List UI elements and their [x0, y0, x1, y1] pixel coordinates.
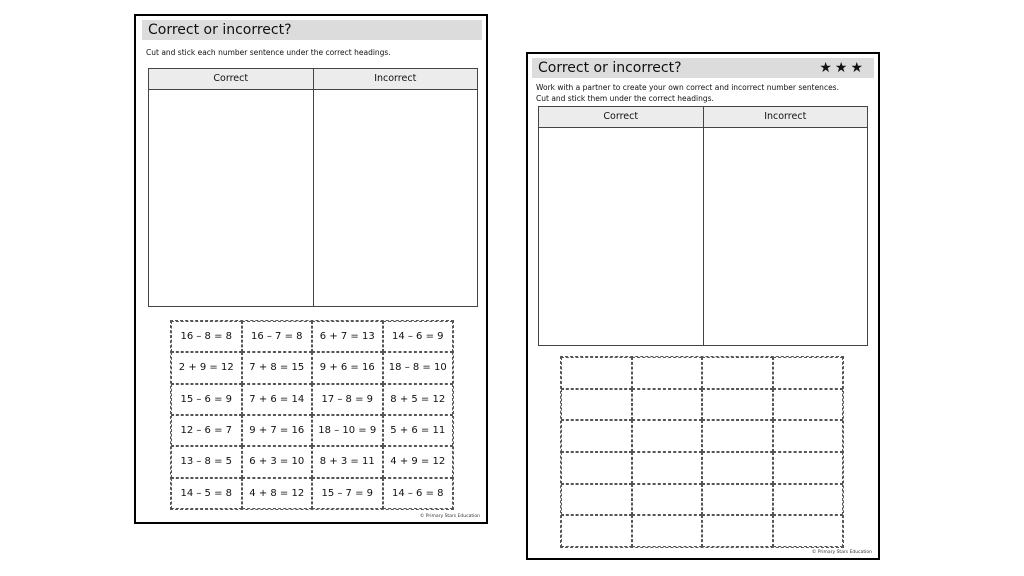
- incorrect-column: [313, 69, 478, 306]
- blank-card: [561, 420, 632, 452]
- instruction-line: Cut and stick them under the correct headings.: [536, 94, 714, 103]
- blank-card: [773, 389, 844, 421]
- blank-card-grid: [560, 356, 844, 548]
- worksheet-title: [532, 58, 874, 78]
- worksheet-title: Correct or incorrect?: [142, 20, 482, 40]
- copyright-footer: © Primary Stars Education: [419, 514, 480, 519]
- blank-card: [561, 452, 632, 484]
- worksheet-instructions: [536, 82, 839, 104]
- number-sentence-card: 18 – 8 = 10: [383, 352, 454, 383]
- blank-card: [702, 484, 773, 516]
- number-sentence-card: 14 – 6 = 8: [383, 478, 454, 509]
- number-sentence-card: 18 – 10 = 9: [312, 415, 383, 446]
- blank-card: [561, 484, 632, 516]
- blank-card: [632, 357, 703, 389]
- blank-card: [561, 389, 632, 421]
- number-sentence-card: 16 – 7 = 8: [242, 321, 313, 352]
- correct-area: [539, 128, 703, 345]
- incorrect-column: [703, 107, 868, 345]
- blank-card: [773, 452, 844, 484]
- star-rating-icon: ★★★: [819, 60, 866, 76]
- worksheet-title-text: Correct or incorrect?: [538, 60, 682, 76]
- correct-column: [539, 107, 703, 345]
- number-sentence-card: 9 + 6 = 16: [312, 352, 383, 383]
- sorting-table: [538, 106, 868, 346]
- number-sentence-card: 4 + 9 = 12: [383, 446, 454, 477]
- worksheet-instructions: Cut and stick each number sentence under the correct headings.: [146, 48, 391, 57]
- copyright-footer: © Primary Stars Education: [811, 550, 872, 555]
- number-sentence-card: 13 – 8 = 5: [171, 446, 242, 477]
- incorrect-area: [314, 90, 478, 306]
- number-sentence-card: 4 + 8 = 12: [242, 478, 313, 509]
- worksheet-challenge: [526, 52, 880, 560]
- number-sentence-card: 9 + 7 = 16: [242, 415, 313, 446]
- number-sentence-card: 15 – 7 = 9: [312, 478, 383, 509]
- blank-card: [702, 515, 773, 547]
- worksheet-correct-or-incorrect: [134, 14, 488, 524]
- blank-card: [561, 515, 632, 547]
- blank-card: [773, 357, 844, 389]
- correct-heading: Correct: [539, 107, 703, 128]
- number-sentence-card: 12 – 6 = 7: [171, 415, 242, 446]
- blank-card: [632, 389, 703, 421]
- blank-card: [632, 452, 703, 484]
- blank-card: [773, 515, 844, 547]
- blank-card: [773, 420, 844, 452]
- incorrect-area: [704, 128, 868, 345]
- number-sentence-card: 5 + 6 = 11: [383, 415, 454, 446]
- blank-card: [561, 357, 632, 389]
- number-sentence-card: 2 + 9 = 12: [171, 352, 242, 383]
- incorrect-heading: Incorrect: [704, 107, 868, 128]
- blank-card: [702, 452, 773, 484]
- blank-card: [632, 420, 703, 452]
- number-sentence-card: 7 + 8 = 15: [242, 352, 313, 383]
- blank-card: [632, 515, 703, 547]
- number-sentence-card: 7 + 6 = 14: [242, 384, 313, 415]
- number-sentence-card: 17 – 8 = 9: [312, 384, 383, 415]
- number-sentence-card: 8 + 5 = 12: [383, 384, 454, 415]
- blank-card: [702, 357, 773, 389]
- blank-card: [773, 484, 844, 516]
- number-sentence-card: 15 – 6 = 9: [171, 384, 242, 415]
- instruction-line: Work with a partner to create your own correct and incorrect number sentences.: [536, 83, 839, 92]
- number-sentence-card: 8 + 3 = 11: [312, 446, 383, 477]
- blank-card: [632, 484, 703, 516]
- number-sentence-card: 14 – 5 = 8: [171, 478, 242, 509]
- correct-area: [149, 90, 313, 306]
- blank-card: [702, 389, 773, 421]
- number-sentence-card: 6 + 3 = 10: [242, 446, 313, 477]
- blank-card: [702, 420, 773, 452]
- number-sentence-card: 14 – 6 = 9: [383, 321, 454, 352]
- sorting-table: [148, 68, 478, 307]
- correct-column: [149, 69, 313, 306]
- number-sentence-card: 16 – 8 = 8: [171, 321, 242, 352]
- incorrect-heading: Incorrect: [314, 69, 478, 90]
- number-sentence-card: 6 + 7 = 13: [312, 321, 383, 352]
- number-sentence-cards: [170, 320, 454, 510]
- correct-heading: Correct: [149, 69, 313, 90]
